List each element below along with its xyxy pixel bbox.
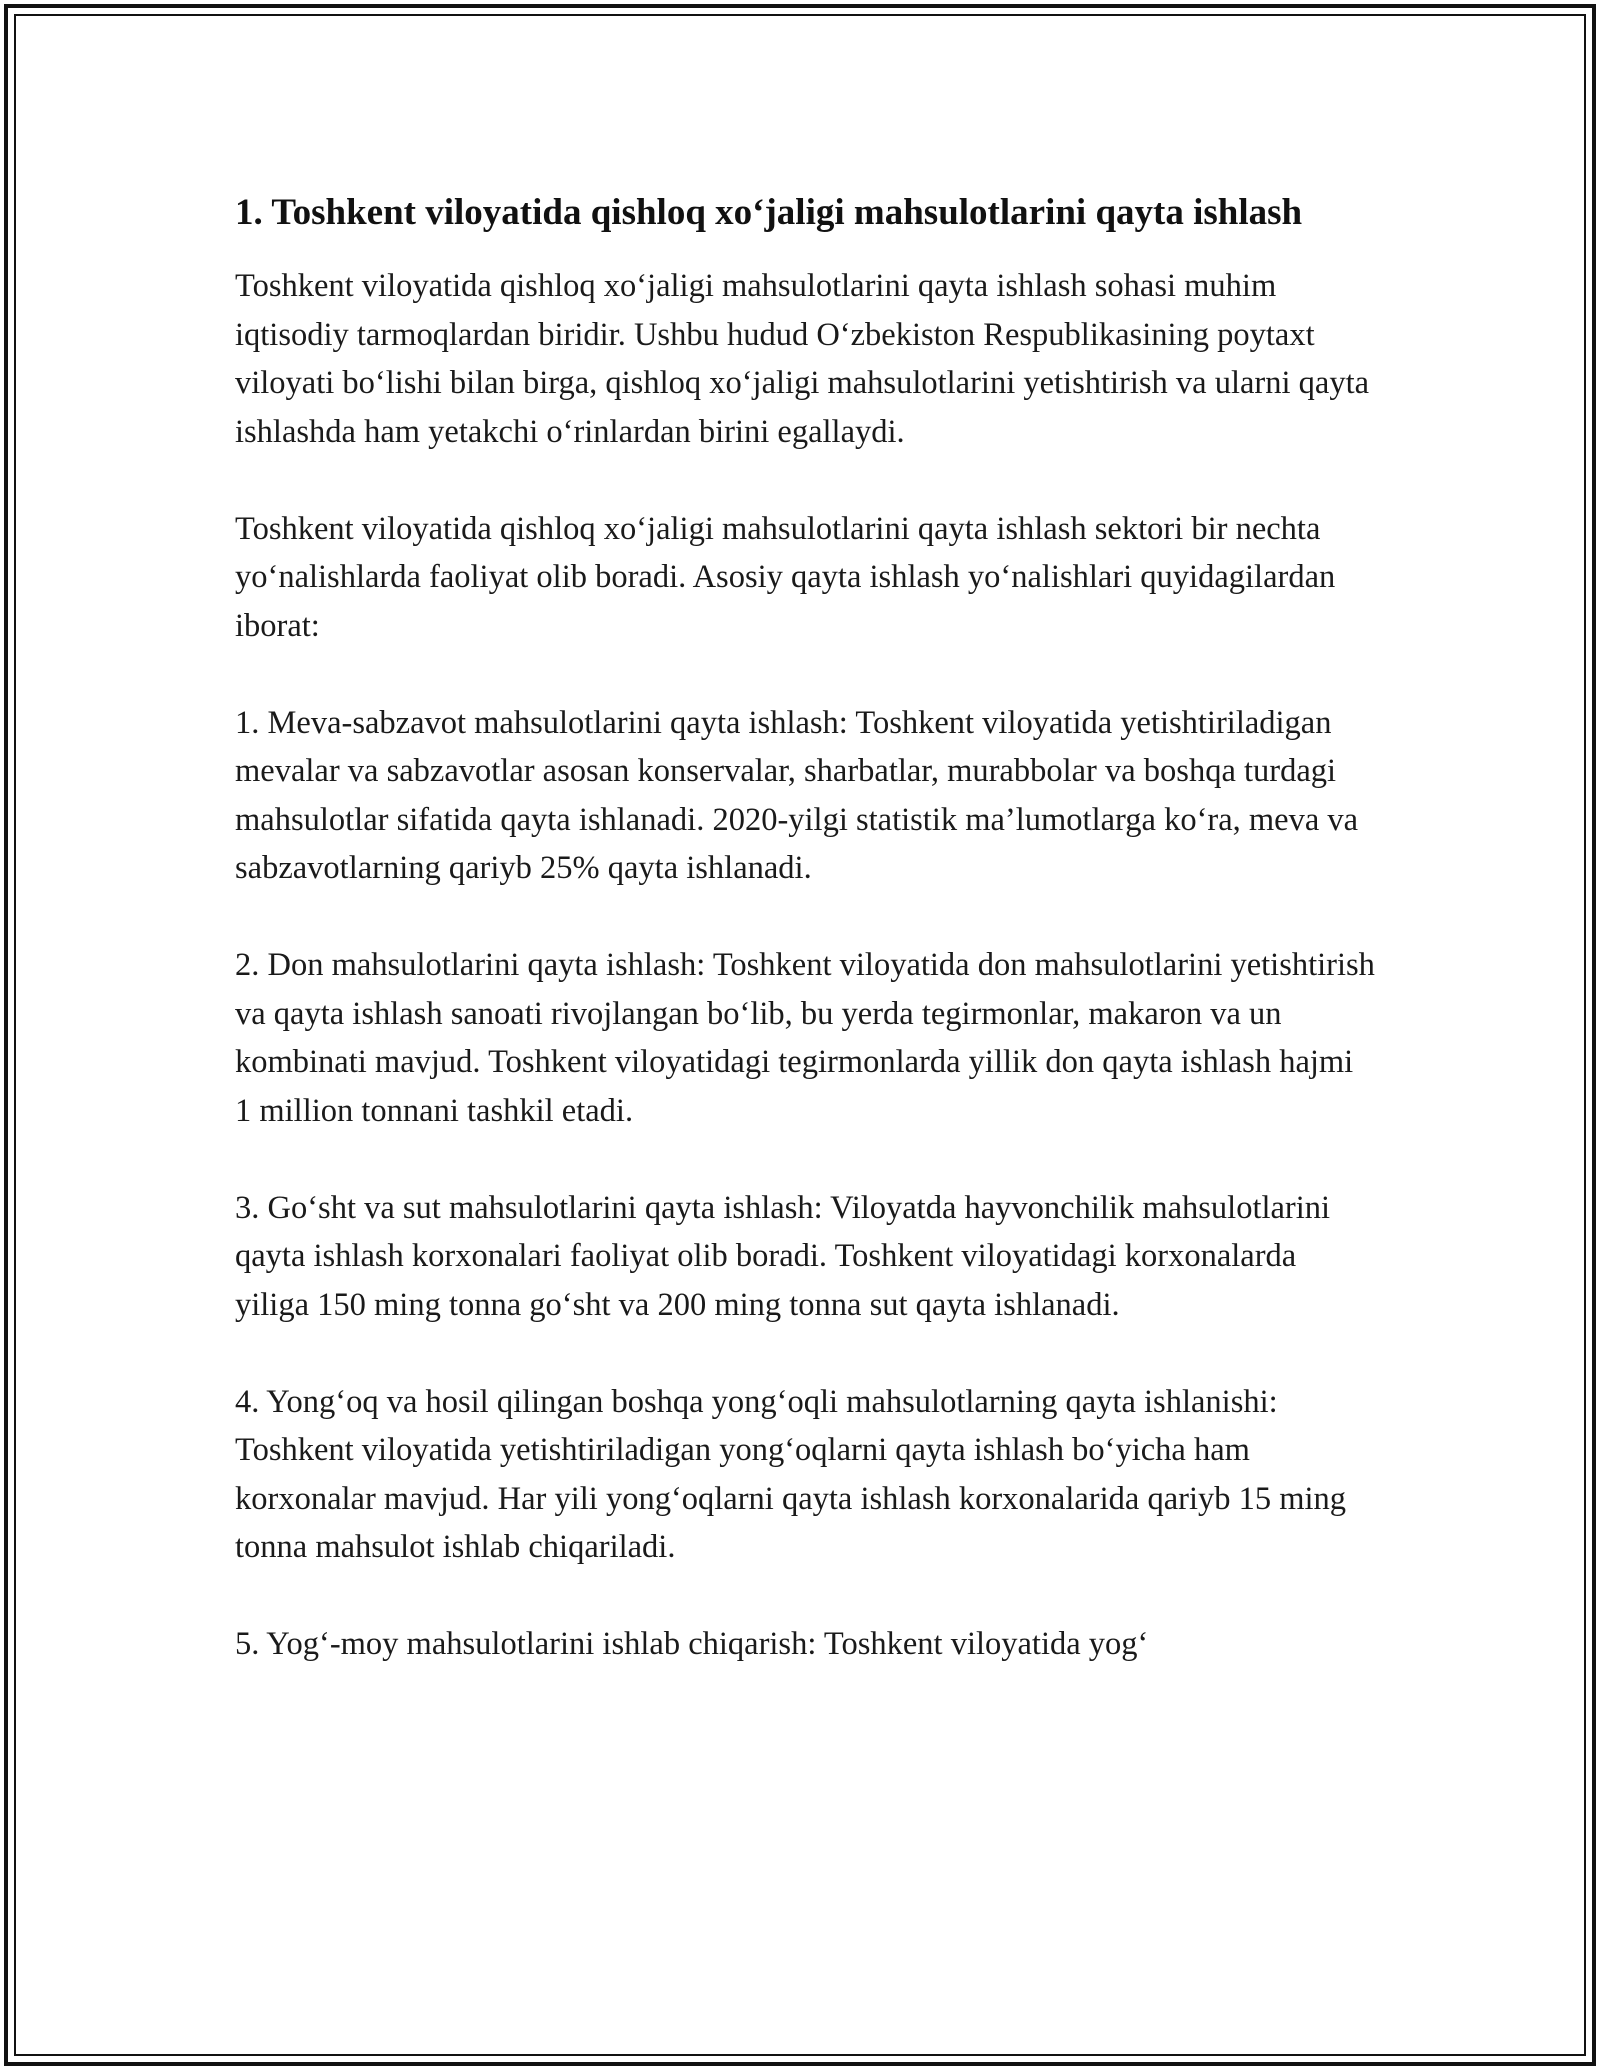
list-item-fruit-vegetable: 1. Meva-sabzavot mahsulotlarini qayta ishlash: Toshkent viloyatida yetishtiriladigan mevalar va sabzavotlar asosan konservalar, sharbatlar, murabbolar va boshqa turdagi mahsulotlar sifatida qayta ishlanadi. 2020-yilgi statistik ma’lumotlarga ko‘ra, meva va sabzavotlarning qariyb 25% qayta ishlanadi. xyxy=(235,704,1359,886)
document-body xyxy=(235,186,1375,1717)
paragraph-directions: Toshkent viloyatida qishloq xo‘jaligi mahsulotlarini qayta ishlash sektori bir nechta yo‘nalishlarda faoliyat olib boradi. Asosiy qayta ishlash yo‘nalishlari quyidagilardan iborat: xyxy=(235,510,1336,644)
list-item-meat-dairy: 3. Go‘sht va sut mahsulotlarini qayta ishlash: Viloyatda hayvonchilik mahsulotlarini qayta ishlash korxonalari faoliyat olib boradi. Toshkent viloyatidagi korxonalarda yiliga 150 ming tonna go‘sht va 200 ming tonna sut qayta ishlanadi. xyxy=(235,1189,1331,1323)
list-item-oil-fat: 5. Yog‘-moy mahsulotlarini ishlab chiqarish: Toshkent viloyatida yog‘ xyxy=(235,1626,1149,1662)
section-heading: 1. Toshkent viloyatida qishloq xo‘jaligi mahsulotlarini qayta ishlash xyxy=(235,192,1303,233)
paragraph-intro: Toshkent viloyatida qishloq xo‘jaligi mahsulotlarini qayta ishlash sohasi muhim iqtisodiy tarmoqlardan biridir. Ushbu hudud O‘zbekiston Respublikasining poytaxt viloyati bo‘lishi bilan birga, qishloq xo‘jaligi mahsulotlarini yetishtirish va ularni qayta ishlashda ham yetakchi o‘rinlardan birini egallaydi. xyxy=(235,268,1370,450)
list-item-grain: 2. Don mahsulotlarini qayta ishlash: Toshkent viloyatida don mahsulotlarini yetishtirish va qayta ishlash sanoati rivojlangan bo‘lib, bu yerda tegirmonlar, makaron va un kombinati mavjud. Toshkent viloyatidagi tegirmonlarda yillik don qayta ishlash hajmi 1 million tonnani tashkil etadi. xyxy=(235,947,1375,1129)
list-item-nuts: 4. Yong‘oq va hosil qilingan boshqa yong‘oqli mahsulotlarning qayta ishlanishi: Toshkent viloyatida yetishtiriladigan yong‘oqlarni qayta ishlash bo‘yicha ham korxonalar mavjud. Har yili yong‘oqlarni qayta ishlash korxonalarida qariyb 15 ming tonna mahsulot ishlab chiqariladi. xyxy=(235,1383,1347,1565)
